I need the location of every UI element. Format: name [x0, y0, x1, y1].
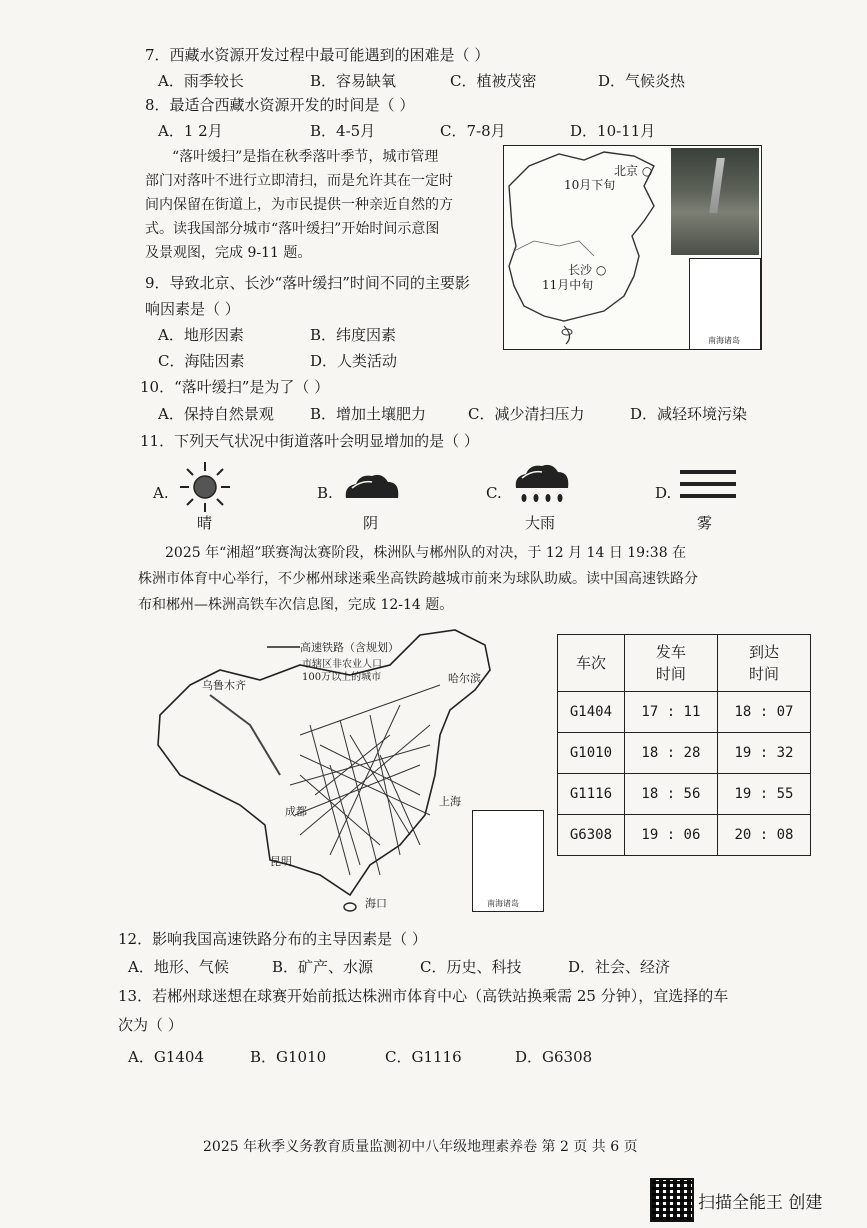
q13-option-b[interactable]: B．G1010 [250, 1048, 327, 1066]
intro-9-11-line-3: 间内保留在街道上，为市民提供一种亲近自然的方 [145, 197, 453, 213]
legend-city-line-2: 100万以上的城市 [302, 672, 382, 683]
q11-option-d-letter[interactable]: D. [655, 484, 672, 502]
q10-stem: 10．“落叶缓扫”是为了（ ） [140, 378, 330, 396]
table-row [558, 774, 811, 815]
q12-option-a[interactable]: A．地形、气候 [128, 958, 229, 976]
inset-label: 南海诸岛 [708, 336, 740, 345]
q9-stem-line-2: 响因素是（ ） [145, 300, 240, 318]
train-no-cell: G6308 [558, 815, 625, 856]
q11-option-a-name: 晴 [197, 514, 213, 532]
q8-stem: 8．最适合西藏水资源开发的时间是（ ） [145, 96, 415, 114]
depart-time-cell: 18 : 28 [624, 733, 717, 774]
q13-stem-line-2: 次为（ ） [118, 1016, 183, 1034]
q10-option-b[interactable]: B．增加土壤肥力 [310, 405, 427, 423]
table-header-row [558, 635, 811, 692]
q11-option-b-letter[interactable]: B. [317, 484, 333, 502]
intro-12-14-line-2: 株洲市体育中心举行，不少郴州球迷乘坐高铁跨越城市前来为球队助威。读中国高速铁路分 [138, 571, 698, 587]
q7-option-d[interactable]: D．气候炎热 [598, 72, 686, 90]
train-no-cell: G1404 [558, 692, 625, 733]
city-harbin: 哈尔滨 [448, 672, 481, 685]
q9-stem-line-1: 9．导致北京、长沙“落叶缓扫”时间不同的主要影 [145, 274, 470, 292]
q8-option-c[interactable]: C．7-8月 [440, 122, 506, 140]
intro-9-11-line-4: 式。读我国部分城市“落叶缓扫”开始时间示意图 [145, 221, 440, 237]
overcast-icon [342, 470, 402, 502]
header-train-no: 车次 [558, 635, 625, 692]
page-footer: 2025 年秋季义务教育质量监测初中八年级地理素养卷 第 2 页 共 6 页 [203, 1139, 638, 1155]
q7-option-a[interactable]: A．雨季较长 [158, 72, 244, 90]
table-row [558, 733, 811, 774]
q11-stem: 11．下列天气状况中街道落叶会明显增加的是（ ） [140, 432, 479, 450]
changsha-time-label: 11月中旬 [542, 278, 594, 292]
q10-option-c[interactable]: C．减少清扫压力 [468, 405, 585, 423]
intro-12-14-line-1: 2025 年“湘超”联赛淘汰赛阶段，株洲队与郴州队的对决，于 12 月 14 日 19:38 在 [165, 545, 687, 561]
q9-option-a[interactable]: A．地形因素 [158, 326, 244, 344]
q7-option-c[interactable]: C．植被茂密 [450, 72, 537, 90]
city-haikou: 海口 [365, 897, 387, 910]
qr-code-icon [650, 1178, 694, 1222]
heavy-rain-icon [512, 462, 572, 508]
q11-option-c-letter[interactable]: C. [486, 484, 502, 502]
leaf-sweep-map [503, 145, 762, 350]
beijing-label: 北京 ○ [614, 164, 653, 178]
q12-option-b[interactable]: B．矿产、水源 [272, 958, 374, 976]
intro-9-11-line-5: 及景观图，完成 9-11 题。 [145, 245, 312, 261]
train-no-cell: G1010 [558, 733, 625, 774]
train-no-cell: G1116 [558, 774, 625, 815]
city-kunming: 昆明 [270, 855, 292, 868]
leaf-scene-photo [671, 148, 759, 255]
q8-option-b[interactable]: B．4-5月 [310, 122, 376, 140]
q13-option-d[interactable]: D．G6308 [515, 1048, 593, 1066]
legend-city-line-1: 市辖区非农业人口 [302, 659, 382, 670]
rail-map-inset [472, 810, 544, 912]
q12-option-d[interactable]: D．社会、经济 [568, 958, 671, 976]
q9-option-c[interactable]: C．海陆因素 [158, 352, 245, 370]
intro-9-11-line-2: 部门对落叶不进行立即清扫，而是允许其在一定时 [145, 173, 453, 189]
depart-time-cell: 19 : 06 [624, 815, 717, 856]
q13-option-a[interactable]: A．G1404 [128, 1048, 204, 1066]
header-depart: 发车 时间 [624, 635, 717, 692]
arrive-time-cell: 20 : 08 [717, 815, 810, 856]
fog-icon [680, 468, 736, 502]
city-urumqi: 乌鲁木齐 [202, 679, 246, 692]
q13-option-c[interactable]: C．G1116 [385, 1048, 462, 1066]
scanner-watermark: 扫描全能王 创建 [698, 1193, 823, 1213]
train-schedule-table [557, 634, 811, 856]
city-chengdu: 成都 [285, 805, 307, 818]
q8-option-d[interactable]: D．10-11月 [570, 122, 656, 140]
arrive-time-cell: 19 : 55 [717, 774, 810, 815]
changsha-label: 长沙 ○ [568, 263, 607, 277]
table-row [558, 815, 811, 856]
depart-time-cell: 18 : 56 [624, 774, 717, 815]
q12-option-c[interactable]: C．历史、科技 [420, 958, 522, 976]
q9-option-d[interactable]: D．人类活动 [310, 352, 398, 370]
beijing-time-label: 10月下旬 [564, 178, 616, 192]
q10-option-a[interactable]: A．保持自然景观 [158, 405, 274, 423]
sunny-icon [178, 460, 232, 514]
q11-option-b-name: 阴 [363, 514, 379, 532]
intro-12-14-line-3: 布和郴州—株洲高铁车次信息图，完成 12-14 题。 [138, 597, 454, 613]
q8-option-a[interactable]: A．1 2月 [158, 122, 223, 140]
rail-inset-label: 南海诸岛 [487, 899, 519, 908]
table-row [558, 692, 811, 733]
south-china-sea-inset [689, 258, 761, 350]
q11-option-a-letter[interactable]: A. [153, 484, 169, 502]
header-arrive: 到达 时间 [717, 635, 810, 692]
city-shanghai: 上海 [439, 795, 461, 808]
q11-option-d-name: 雾 [697, 514, 713, 532]
intro-9-11-line-1: “落叶缓扫”是指在秋季落叶季节，城市管理 [172, 149, 439, 165]
rail-map [150, 625, 545, 915]
depart-time-cell: 17 : 11 [624, 692, 717, 733]
q7-option-b[interactable]: B．容易缺氧 [310, 72, 397, 90]
q13-stem-line-1: 13．若郴州球迷想在球赛开始前抵达株洲市体育中心（高铁站换乘需 25 分钟），宜选择的车 [118, 987, 729, 1005]
arrive-time-cell: 19 : 32 [717, 733, 810, 774]
q12-stem: 12．影响我国高速铁路分布的主导因素是（ ） [118, 930, 427, 948]
q7-stem: 7．西藏水资源开发过程中最可能遇到的困难是（ ） [145, 46, 490, 64]
q10-option-d[interactable]: D．减轻环境污染 [630, 405, 748, 423]
arrive-time-cell: 18 : 07 [717, 692, 810, 733]
q11-option-c-name: 大雨 [525, 514, 556, 532]
legend-rail: 高速铁路（含规划） [300, 641, 399, 654]
q9-option-b[interactable]: B．纬度因素 [310, 326, 397, 344]
